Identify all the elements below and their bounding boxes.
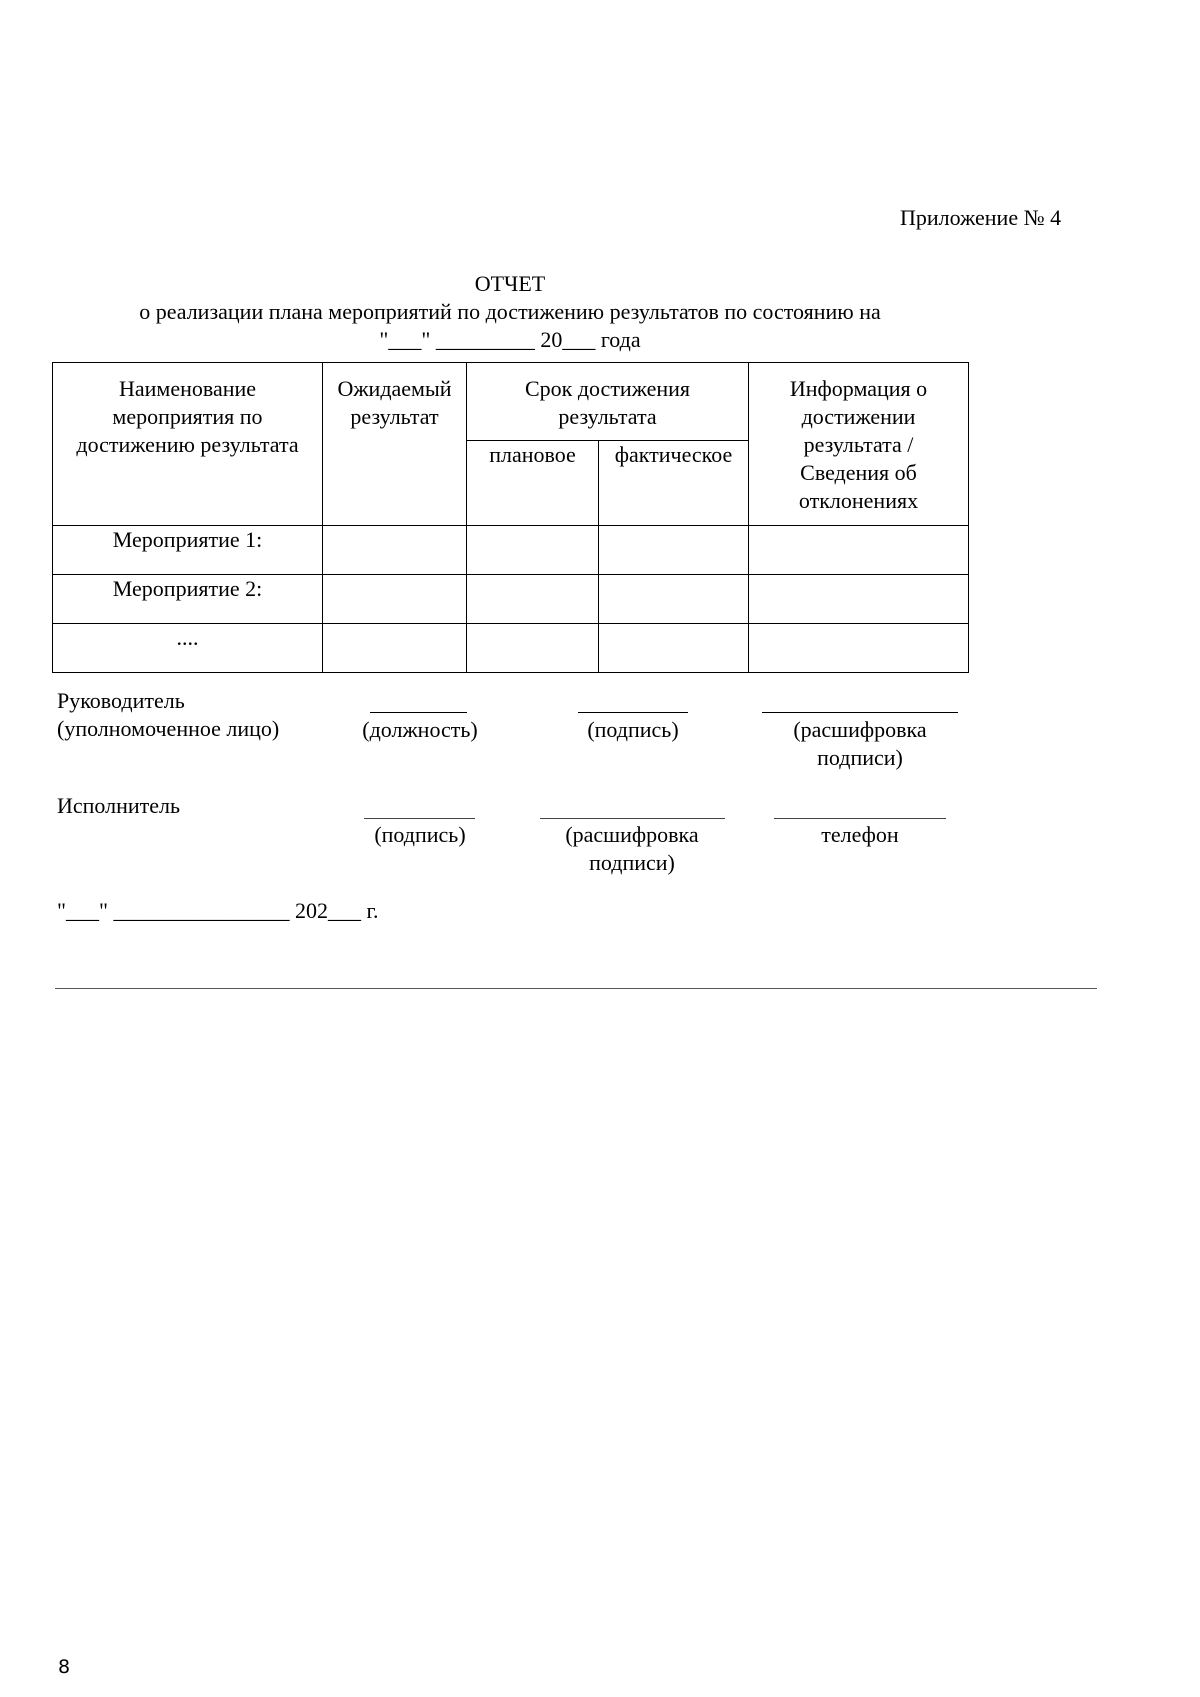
row-label: ....: [53, 624, 323, 673]
page-number: 8: [58, 1656, 71, 1678]
table-row: [53, 526, 969, 575]
exec-decode-caption: (расшифровка подписи): [565, 822, 699, 875]
exec-sign-caption: (подпись): [374, 822, 466, 847]
header-planned: плановое: [467, 441, 599, 526]
title-line-1: ОТЧЕТ: [474, 271, 546, 296]
title-line-2: о реализации плана мероприятий по достижению результатов по состоянию на: [139, 299, 881, 324]
exec-decode-line: [540, 818, 725, 819]
head-sign-line: [578, 712, 688, 713]
table-cell: [323, 526, 467, 575]
bottom-rule: [55, 988, 1097, 989]
header-actual: фактическое: [599, 441, 749, 526]
table-cell: [749, 624, 969, 673]
table-cell: [599, 526, 749, 575]
header-expected-result: Ожидаемый результат: [323, 363, 467, 526]
table-cell: [749, 575, 969, 624]
head-decode-line: [762, 712, 958, 713]
table-cell: [323, 624, 467, 673]
exec-phone-line: [774, 818, 946, 819]
table-row: [53, 624, 969, 673]
header-deadline: Срок достижения результата: [467, 363, 749, 441]
table-cell: [323, 575, 467, 624]
exec-phone-caption: телефон: [821, 822, 899, 847]
head-position-line: [370, 712, 467, 713]
title-line-3: "___" _________ 20___ года: [379, 327, 641, 352]
report-table: [52, 362, 969, 673]
head-sign-caption: (подпись): [587, 717, 679, 742]
appendix-label: Приложение № 4: [900, 205, 1062, 230]
table-cell: [467, 526, 599, 575]
table-cell: [467, 575, 599, 624]
row-label: Мероприятие 2:: [53, 575, 323, 624]
table-cell: [599, 575, 749, 624]
executor-label: Исполнитель: [57, 793, 181, 818]
table-cell: [467, 624, 599, 673]
date-line: "___" ________________ 202___ г.: [57, 898, 379, 923]
header-info: Информация о достижении результата / Сведения об отклонениях: [749, 363, 969, 526]
table-cell: [749, 526, 969, 575]
head-position-caption: (должность): [362, 717, 478, 742]
table-row: [53, 575, 969, 624]
head-label: Руководитель (уполномоченное лицо): [57, 688, 280, 741]
header-event-name: Наименование мероприятия по достижению результата: [53, 363, 323, 526]
head-decode-caption: (расшифровка подписи): [793, 717, 927, 770]
exec-sign-line: [364, 818, 475, 819]
report-title: [60, 270, 960, 354]
row-label: Мероприятие 1:: [53, 526, 323, 575]
table-cell: [599, 624, 749, 673]
